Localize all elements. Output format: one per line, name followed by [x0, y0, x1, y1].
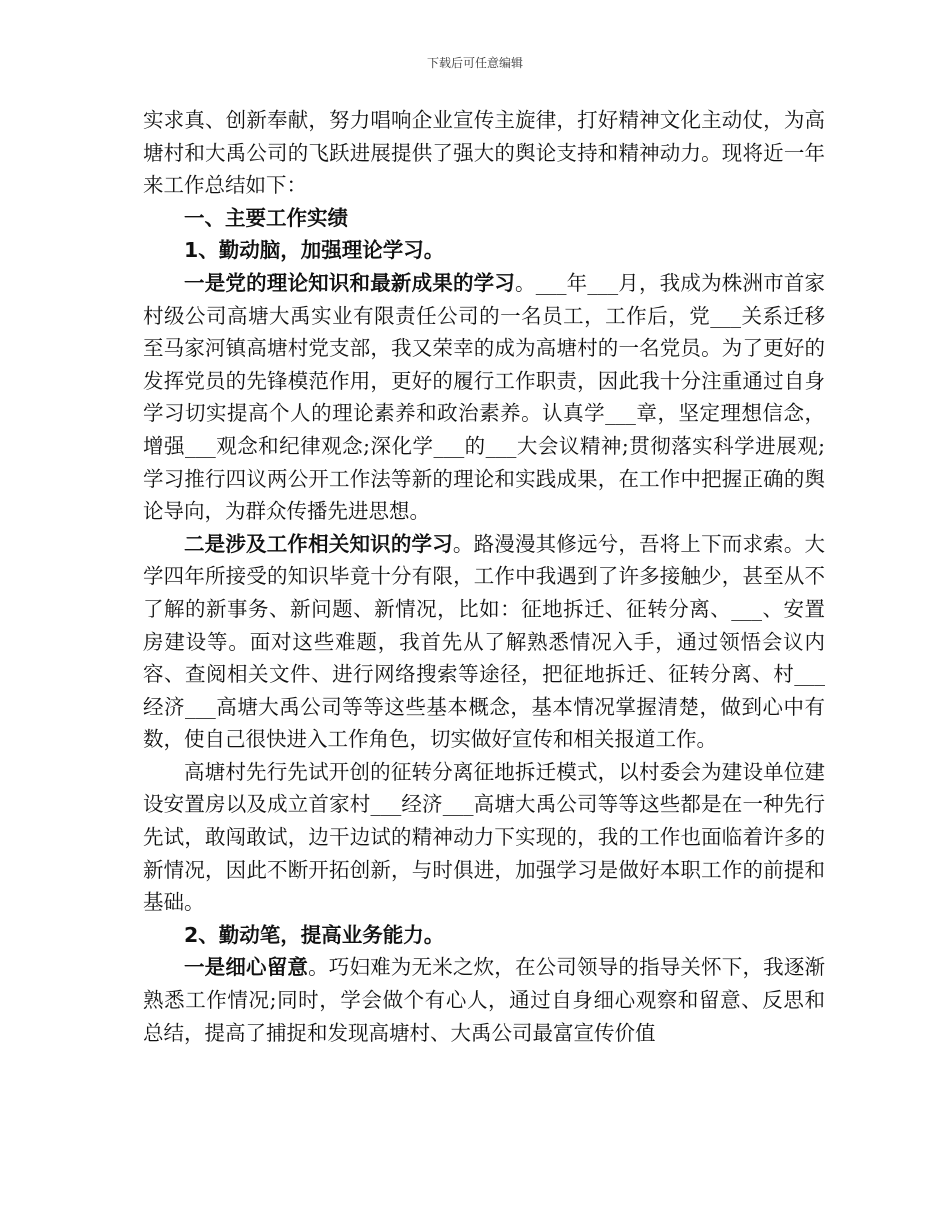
paragraph-work-knowledge-study — [143, 528, 825, 756]
paragraph-careful-attention — [143, 951, 825, 1049]
paragraph-lead: 一是细心留意 — [184, 955, 309, 980]
paragraph-lead: 二是涉及工作相关知识的学习 — [184, 531, 453, 556]
subsection-heading-writing-skills: 2、勤动笔，提高业务能力。 — [184, 922, 445, 947]
section-heading-main-achievements: 一、主要工作实绩 — [184, 205, 348, 230]
paragraph-text: 高塘村先行先试开创的征转分离征地拆迁模式，以村委会为建设单位建设安置房以及成立首家村___经济___高塘大禹公司等等这些都是在一种先行先试，敢闯敢试，边干边试的精神动力下实现的，我的工作也面临着许多的新情况，因此不断开拓创新，与时俱进，加强学习是做好本职工作的前提和基础。 — [143, 759, 825, 915]
paragraph-lead: 一是党的理论知识和最新成果的学习 — [184, 270, 516, 295]
paragraph-text: 。___年___月，我成为株洲市首家村级公司高塘大禹实业有限责任公司的一名员工，工作后，党___关系迁移至马家河镇高塘村党支部，我又荣幸的成为高塘村的一名党员。为了更好的发挥党员的先锋模范作用，更好的履行工作职责，因此我十分注重通过自身学习切实提高个人的理论素养和政治素养。认真学___章，坚定理想信念，增强___观念和纪律观念;深化学___的___大会议精神;贯彻落实科学进展观;学习推行四议两公开工作法等新的理论和实践成果，在工作中把握正确的舆论导向，为群众传播先进思想。 — [143, 270, 826, 524]
page-header-note: 下载后可任意编辑 — [426, 56, 523, 70]
subsection-heading-theory-study: 1、勤动脑，加强理论学习。 — [184, 238, 445, 263]
paragraph-text: 。巧妇难为无米之炊，在公司领导的指导关怀下，我逐渐熟悉工作情况;同时，学会做个有心人，通过自身细心观察和留意、反思和总结，提高了捕捉和发现高塘村、大禹公司最富宣传价值 — [143, 955, 826, 1045]
document-body — [143, 104, 825, 1049]
paragraph-party-theory-study — [143, 267, 825, 528]
intro-paragraph — [143, 104, 825, 202]
paragraph-gaotang-model — [143, 756, 825, 919]
paragraph-text: 实求真、创新奉献，努力唱响企业宣传主旋律，打好精神文化主动仗，为高塘村和大禹公司的飞跃进展提供了强大的舆论支持和精神动力。现将近一年来工作总结如下： — [143, 108, 825, 198]
paragraph-text: 。路漫漫其修远兮，吾将上下而求索。大学四年所接受的知识毕竟十分有限，工作中我遇到了许多接触少，甚至从不了解的新事务、新问题、新情况，比如：征地拆迁、征转分离、___、安置房建设等。面对这些难题，我首先从了解熟悉情况入手，通过领悟会议内容、查阅相关文件、进行网络搜索等途径，把征地拆迁、征转分离、村___经济___高塘大禹公司等等这些基本概念，基本情况掌握清楚，做到心中有数，使自己很快进入工作角色，切实做好宣传和相关报道工作。 — [143, 531, 826, 752]
